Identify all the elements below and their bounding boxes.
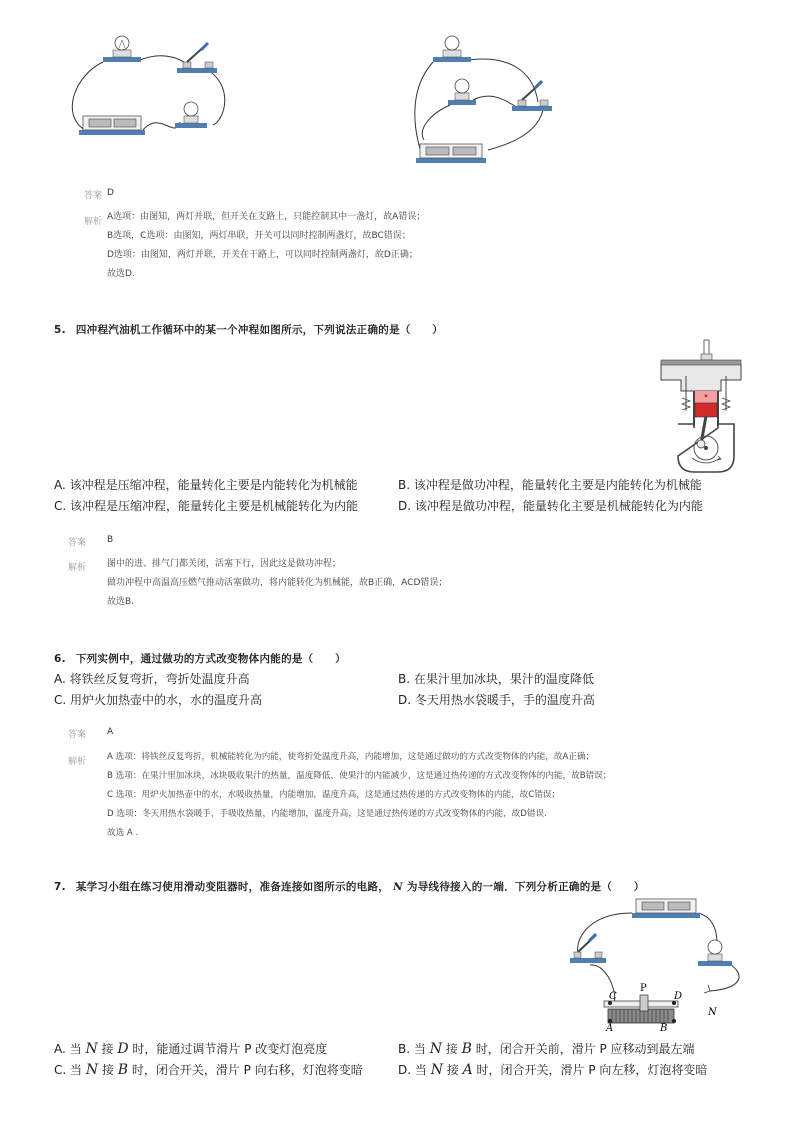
option-d[interactable]: D. 冬天用热水袋暖手，手的温度升高 bbox=[398, 693, 595, 707]
explanation-line: B 选项：在果汁里加冰块，冰块吸收果汁的热量，温度降低，使果汁的内能减少，这是通过热传递的方式改变物体的内能，故B错误； bbox=[107, 771, 612, 781]
option-c[interactable]: C. 该冲程是压缩冲程，能量转化主要是机械能转化为内能 bbox=[54, 499, 359, 513]
explanation-block bbox=[107, 555, 447, 612]
answer-label: 答案 bbox=[84, 191, 103, 201]
option-a[interactable]: A. 将铁丝反复弯折，弯折处温度升高 bbox=[54, 672, 250, 686]
option-a[interactable]: A. 当 N 接 D 时，能通过调节滑片 P 改变灯泡亮度 bbox=[54, 1041, 328, 1057]
question-text: 下列实例中，通过做功的方式改变物体内能的是（ ） bbox=[75, 653, 346, 665]
engine-cylinder-figure bbox=[656, 336, 746, 476]
question-stem bbox=[54, 879, 645, 894]
explanation-line: 故选 A . bbox=[107, 828, 139, 838]
label-c: C bbox=[609, 991, 617, 1002]
answer-value: A bbox=[107, 727, 114, 737]
label-b: B bbox=[660, 1023, 668, 1034]
battery-box bbox=[79, 116, 145, 135]
circuit-figure-right bbox=[408, 30, 578, 170]
lamp-bottom bbox=[175, 102, 207, 128]
option-a[interactable]: A. 该冲程是压缩冲程，能量转化主要是内能转化为机械能 bbox=[54, 478, 358, 492]
explanation-block bbox=[107, 208, 425, 284]
label-n: N bbox=[708, 1007, 717, 1018]
answer-label: 答案 bbox=[68, 538, 87, 548]
question-number: 6. bbox=[54, 653, 66, 665]
explanation-line: 做功冲程中高温高压燃气推动活塞做功，将内能转化为机械能，故B正确，ACD错误； bbox=[107, 578, 448, 588]
label-d: D bbox=[674, 991, 683, 1002]
option-c[interactable]: C. 用炉火加热壶中的水，水的温度升高 bbox=[54, 693, 263, 707]
lamp bbox=[698, 940, 732, 966]
lamp-top bbox=[433, 36, 471, 62]
variable-n: N bbox=[393, 881, 403, 893]
explanation-line: D选项：由图知，两灯并联，开关在干路上，可以同时控制两盏灯，故D正确； bbox=[107, 250, 418, 260]
explanation-label: 解析 bbox=[68, 757, 87, 767]
explanation-line: D 选项：冬天用热水袋暖手，手吸收热量，内能增加，温度升高，这是通过热传递的方式改变物体的内能，故D错误. bbox=[107, 809, 547, 819]
question-number: 5. bbox=[54, 324, 66, 336]
question-text-a: 某学习小组在练习使用滑动变阻器时，准备连接如图所示的电路， bbox=[75, 881, 390, 893]
lamp-middle bbox=[448, 79, 476, 105]
switch-right bbox=[177, 43, 217, 73]
option-b[interactable]: B. 该冲程是做功冲程，能量转化主要是内能转化为机械能 bbox=[398, 478, 702, 492]
question-number: 7. bbox=[54, 881, 66, 893]
switch bbox=[570, 934, 606, 963]
question-stem bbox=[54, 651, 346, 666]
switch bbox=[512, 81, 552, 111]
question-text-b: 为导线待接入的一端．下列分析正确的是（ ） bbox=[406, 881, 645, 893]
explanation-block bbox=[107, 748, 611, 843]
svg-text:✶: ✶ bbox=[703, 393, 709, 400]
rheostat-circuit-figure bbox=[560, 893, 760, 1033]
explanation-line: A选项：由图知，两灯并联，但开关在支路上，只能控制其中一盏灯，故A错误； bbox=[107, 212, 426, 222]
explanation-line: 故选D. bbox=[107, 269, 135, 279]
lamp-top bbox=[103, 36, 141, 62]
option-c[interactable]: C. 当 N 接 B 时，闭合开关，滑片 P 向右移，灯泡将变暗 bbox=[54, 1062, 363, 1078]
battery-box bbox=[416, 144, 486, 163]
circuit-figure-left bbox=[65, 30, 305, 170]
option-b[interactable]: B. 当 N 接 B 时，闭合开关前，滑片 P 应移动到最左端 bbox=[398, 1041, 695, 1057]
option-d[interactable]: D. 该冲程是做功冲程，能量转化主要是机械能转化为内能 bbox=[398, 499, 703, 513]
question-text: 四冲程汽油机工作循环中的某一个冲程如图所示，下列说法正确的是（ ） bbox=[75, 324, 444, 336]
battery-box bbox=[632, 899, 700, 918]
label-p: P bbox=[640, 983, 647, 994]
answer-value: B bbox=[107, 535, 114, 545]
explanation-line: C 选项：用炉火加热壶中的水，水吸收热量，内能增加，温度升高，这是通过热传递的方式改变物体的内能，故C错误； bbox=[107, 790, 561, 800]
option-d[interactable]: D. 当 N 接 A 时，闭合开关，滑片 P 向左移，灯泡将变暗 bbox=[398, 1062, 708, 1078]
explanation-label: 解析 bbox=[84, 217, 103, 227]
question-stem bbox=[54, 322, 443, 337]
explanation-line: 图中的进、排气门都关闭，活塞下行，因此这是做功冲程； bbox=[107, 559, 342, 569]
explanation-line: B选项，C选项：由图知，两灯串联，开关可以同时控制两盏灯，故BC错误； bbox=[107, 231, 411, 241]
explanation-line: A 选项：将铁丝反复弯折，机械能转化为内能，使弯折处温度升高，内能增加，这是通过做功的方式改变物体的内能，故A正确； bbox=[107, 752, 595, 762]
explanation-line: 故选B. bbox=[107, 597, 135, 607]
answer-value: D bbox=[107, 188, 114, 198]
answer-label: 答案 bbox=[68, 730, 87, 740]
option-b[interactable]: B. 在果汁里加冰块，果汁的温度降低 bbox=[398, 672, 594, 686]
explanation-label: 解析 bbox=[68, 563, 87, 573]
label-a: A bbox=[606, 1023, 614, 1034]
